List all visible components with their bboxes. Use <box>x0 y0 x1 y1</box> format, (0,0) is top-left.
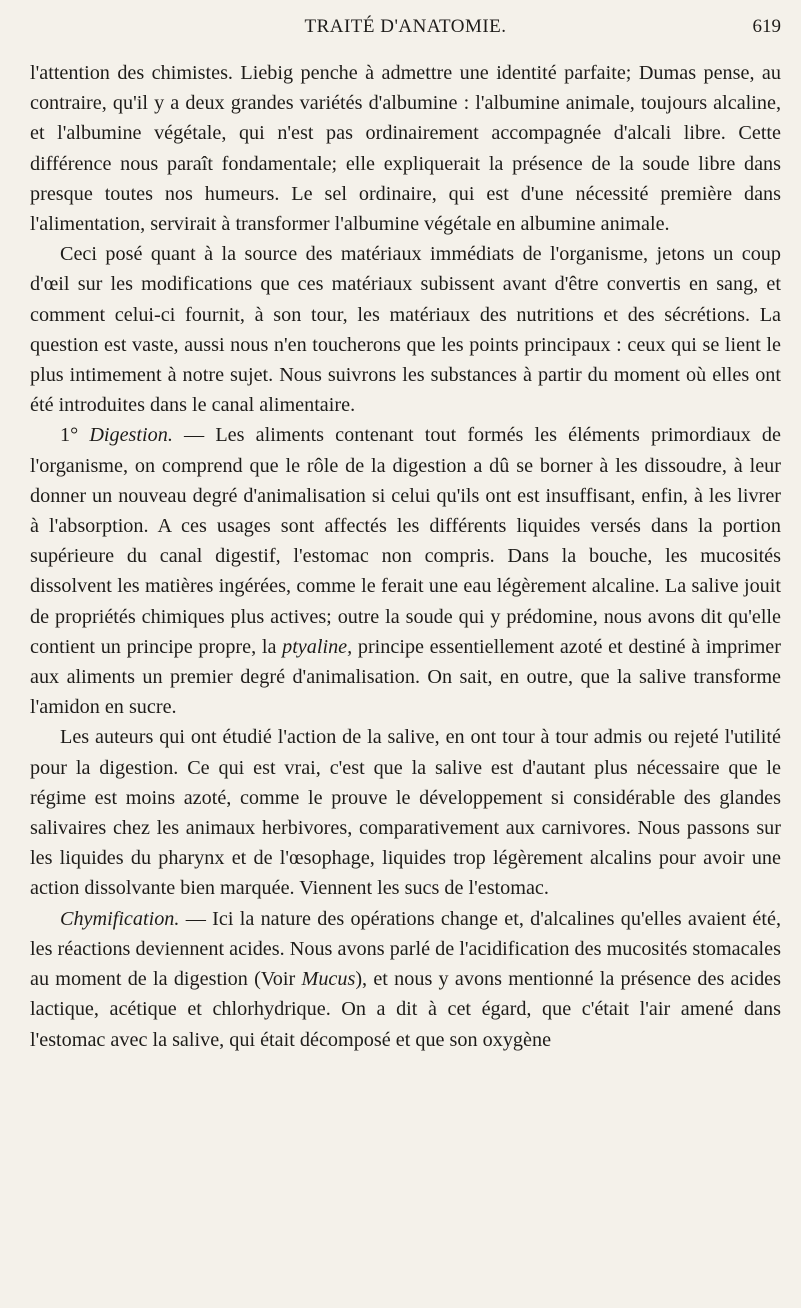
paragraph-text: — Les aliments contenant tout formés les éléments primordiaux de l'organisme, on comprend que le rôle de la digestion a dû se borner à les dissoudre, à leur donner un nouveau degré d'animalisation si celui qu'ils ont est insuffisant, enfin, à les livrer à l'absorption. A ces usages sont affectés les différents liquides versés dans la portion supérieure du canal digestif, l'estomac non compris. Dans la bouche, les mucosités dissolvent les matières ingérées, comme le ferait une eau légèrement alcaline. La salive jouit de propriétés chimiques plus actives; outre la soude qui y prédomine, nous avons dit qu'elle contient un principe propre, la <box>30 424 781 658</box>
paragraph-chymification <box>30 904 781 1055</box>
paragraph-digestion <box>30 420 781 722</box>
paragraph-salive <box>30 722 781 903</box>
paragraph-materiaux <box>30 239 781 420</box>
paragraph-text: l'attention des chimistes. Liebig penche à admettre une identité parfaite; Dumas pense, au contraire, qu'il y a deux grandes variétés d'albumine : l'albumine animale, toujours alcaline, et l'albumine végétale, qui n'est pas ordinairement accompagnée d'alcali libre. Cette différence nous paraît fondamentale; elle expliquerait la présence de la soude libre dans presque toutes nos humeurs. Le sel ordinaire, qui est d'une nécessité première dans l'alimentation, servirait à transformer l'albumine végétale en albumine animale. <box>30 62 781 236</box>
paragraph-text: Ceci posé quant à la source des matériaux immédiats de l'organisme, jetons un coup d'œil sur les modifications que ces matériaux subissent avant d'être convertis en sang, et comment celui-ci fournit, à son tour, les matériaux des nutritions et des sécrétions. La question est vaste, aussi nous n'en toucherons que les points principaux : ceux qui se lient le plus intimement à notre sujet. Nous suivrons les substances à partir du moment où elles ont été introduites dans le canal alimentaire. <box>30 243 781 417</box>
cross-reference-mucus: Mucus <box>301 968 356 991</box>
paragraph-text-continued: principe essentiellement azoté et destiné à imprimer aux aliments un premier degré d'animalisation. On sait, en outre, que la salive transforme l'amidon en sucre. <box>30 635 781 719</box>
section-heading-chymification: Chymification. <box>60 907 180 930</box>
running-title: TRAITÉ D'ANATOMIE. <box>304 16 507 37</box>
running-header <box>30 16 781 46</box>
paragraph-text: — Ici la nature des opérations change et, d'alcalines qu'elles avaient été, les réactions deviennent acides. Nous avons parlé de l'acidification des mucosités stomacales au moment de la digestion (Voir <box>30 907 781 991</box>
section-heading-digestion: Digestion. <box>89 424 173 447</box>
paragraph-text-continued: ), et nous y avons mentionné la présence des acides lactique, acétique et chlorhydrique. On a dit à cet égard, que c'était l'air amené dans l'estomac avec la salive, qui était décomposé et que son oxygène <box>30 968 781 1051</box>
page-number: 619 <box>752 16 781 37</box>
term-ptyaline: ptyaline, <box>282 635 353 658</box>
paragraph-albumine <box>30 58 781 239</box>
section-number: 1° <box>60 424 90 447</box>
paragraph-text: Les auteurs qui ont étudié l'action de la salive, en ont tour à tour admis ou rejeté l'utilité pour la digestion. Ce qui est vrai, c'est que la salive est d'autant plus nécessaire que le régime est moins azoté, comme le prouve le développement si considérable des glandes salivaires chez les animaux herbivores, comparativement aux carnivores. Nous passons sur les liquides du pharynx et de l'œsophage, liquides trop légèrement alcalins pour avoir une action dissolvante bien marquée. Viennent les sucs de l'estomac. <box>30 726 781 900</box>
body-text <box>30 58 781 1055</box>
